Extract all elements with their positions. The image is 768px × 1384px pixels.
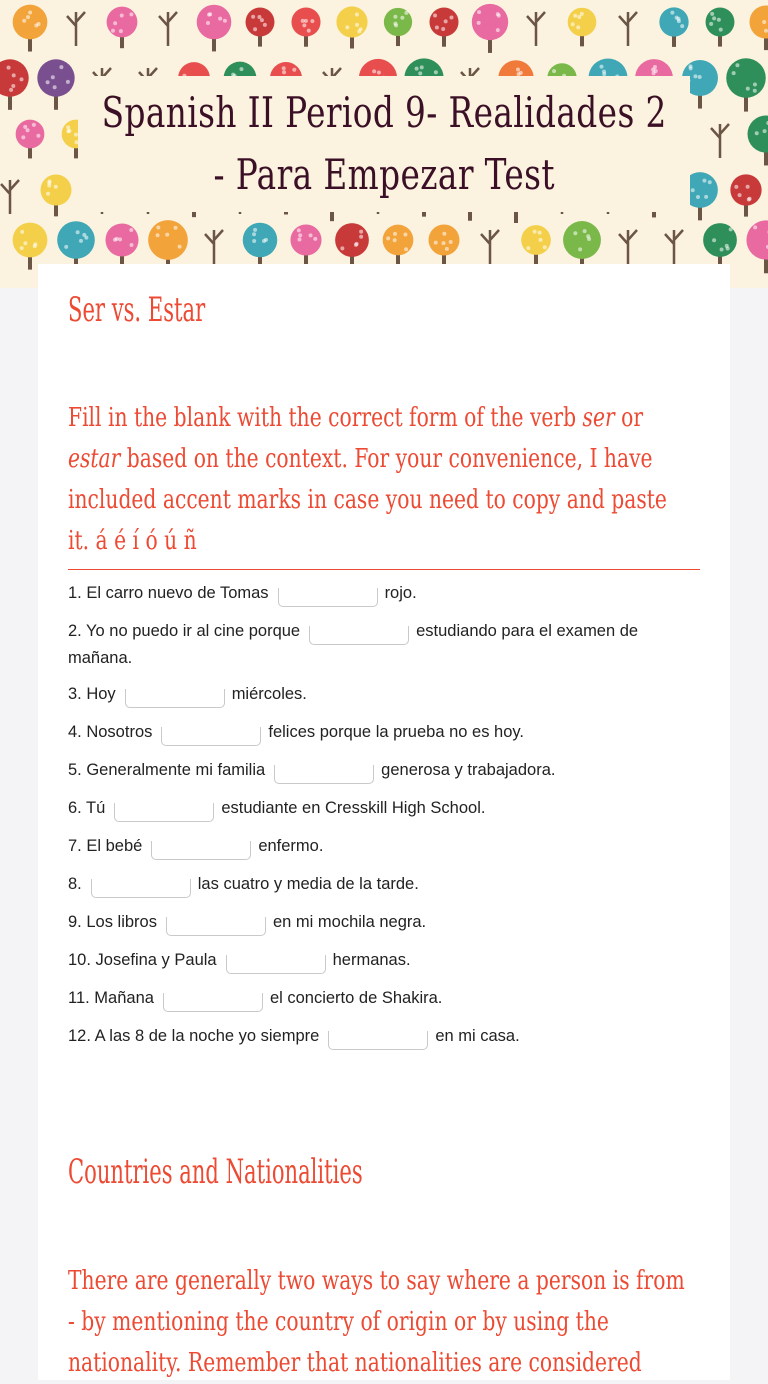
tree-dot xyxy=(533,230,537,234)
tree-dot xyxy=(698,75,702,79)
tree-dot xyxy=(680,24,684,28)
question-text-after: generosa y trabajadora. xyxy=(381,761,555,779)
tree-dot xyxy=(340,246,344,250)
tree-dot xyxy=(257,15,261,19)
tree-dot xyxy=(297,228,301,232)
tree-crown xyxy=(40,174,71,205)
tree-dot xyxy=(111,29,115,33)
tree-dot xyxy=(738,193,742,197)
tree-dot xyxy=(704,195,708,199)
tree-dot xyxy=(689,66,693,70)
section-heading-countries: Countries and Nationalities xyxy=(68,1152,363,1192)
tree-crown xyxy=(37,59,74,96)
tree-dot xyxy=(755,131,759,135)
tree-dot xyxy=(580,12,584,16)
tree-dot xyxy=(129,228,133,232)
tree-dot xyxy=(753,82,757,86)
instruction-line: There are generally two ways to say where a person is from xyxy=(68,1261,561,1302)
instruction-line: included accent marks in case you need to copy and paste xyxy=(68,480,561,521)
question-text: 7. El bebé xyxy=(68,837,142,855)
tree-dot xyxy=(449,16,453,20)
tree-dot xyxy=(262,239,266,243)
tree-dot xyxy=(165,233,169,237)
tree-dot xyxy=(33,242,37,246)
tree-dot xyxy=(355,23,359,27)
section-heading-ser-estar: Ser vs. Estar xyxy=(68,290,205,330)
question-row xyxy=(68,719,708,746)
tree-dot xyxy=(720,248,724,252)
tree-crown xyxy=(429,225,460,256)
question-row xyxy=(68,757,708,784)
question-text-after: hermanas. xyxy=(333,951,411,969)
tree-dot xyxy=(433,13,437,17)
tree-dot xyxy=(654,69,658,73)
tree-dot xyxy=(441,27,445,31)
tree-dot xyxy=(120,14,124,18)
tree-dot xyxy=(359,230,363,234)
tree-dot xyxy=(263,23,267,27)
page-title-line-1: Spanish II Period 9- Realidades 2 xyxy=(101,82,666,144)
question-text-after: miércoles. xyxy=(232,685,307,703)
tree-dot xyxy=(539,238,543,242)
tree-dot xyxy=(702,179,706,183)
answer-blank-input[interactable] xyxy=(151,841,251,860)
tree-dot xyxy=(23,241,27,245)
tree-dot xyxy=(307,29,311,33)
answer-blank-input[interactable] xyxy=(163,993,263,1012)
tree-dot xyxy=(578,247,582,251)
question-text-after: en mi casa. xyxy=(435,1027,519,1045)
tree-dot xyxy=(223,19,227,23)
tree-crown xyxy=(335,223,369,257)
question-row xyxy=(68,985,708,1012)
question-row xyxy=(68,947,708,974)
tree-dot xyxy=(282,66,286,70)
tree-dot xyxy=(735,63,739,67)
tree-dot xyxy=(34,24,38,28)
tree-dot xyxy=(753,89,757,93)
tree-dot xyxy=(113,21,117,25)
tree-dot xyxy=(26,128,30,132)
tree-dot xyxy=(586,234,590,238)
tree-dot xyxy=(345,25,349,29)
tree-dot xyxy=(208,12,212,16)
tree-dot xyxy=(393,232,397,236)
header-banner xyxy=(0,0,768,288)
tree-dot xyxy=(434,70,438,74)
question-text: 9. Los libros xyxy=(68,913,157,931)
tree-dot xyxy=(354,243,358,247)
question-text: 12. A las 8 de la noche yo siempre xyxy=(68,1027,319,1045)
question-text: 10. Josefina y Paula xyxy=(68,951,217,969)
tree-dot xyxy=(404,247,408,251)
bare-tree xyxy=(619,230,637,264)
tree-dot xyxy=(748,197,752,201)
tree-dot xyxy=(36,134,40,138)
tree-dot xyxy=(725,244,729,248)
tree-dot xyxy=(377,71,381,75)
tree-dot xyxy=(206,21,210,25)
instruction-line: Fill in the blank with the correct form of the verb ser or xyxy=(68,398,561,439)
tree-dot xyxy=(675,16,679,20)
tree-dot xyxy=(573,231,577,235)
tree-dot xyxy=(576,25,580,29)
tree-dot xyxy=(393,238,397,242)
tree-dot xyxy=(442,232,446,236)
question-text: 3. Hoy xyxy=(68,685,116,703)
tree-dot xyxy=(282,70,286,74)
tree-dot xyxy=(174,226,178,230)
title-box xyxy=(78,76,690,212)
tree-crown xyxy=(726,58,766,98)
answer-blank-input[interactable] xyxy=(226,955,326,974)
tree-dot xyxy=(22,19,26,23)
question-row xyxy=(68,909,708,936)
tree-dot xyxy=(32,123,36,127)
tree-dot xyxy=(763,129,767,133)
tree-dot xyxy=(26,15,30,19)
tree-dot xyxy=(734,185,738,189)
tree-dot xyxy=(304,19,308,23)
tree-dot xyxy=(298,233,302,237)
tree-dot xyxy=(712,16,716,20)
question-row xyxy=(68,795,708,822)
tree-dot xyxy=(746,185,750,189)
tree-crown xyxy=(706,8,735,37)
tree-dot xyxy=(442,241,446,245)
tree-dot xyxy=(53,85,57,89)
tree-dot xyxy=(599,65,603,69)
tree-dot xyxy=(420,65,424,69)
tree-dot xyxy=(709,22,713,26)
tree-dot xyxy=(292,68,296,72)
tree-dot xyxy=(64,245,68,249)
tree-dot xyxy=(444,19,448,23)
tree-dot xyxy=(23,125,27,129)
tree-dot xyxy=(253,228,257,232)
tree-crown xyxy=(13,223,48,258)
tree-dot xyxy=(253,27,257,31)
tree-dot xyxy=(28,10,32,14)
tree-dot xyxy=(130,243,134,247)
tree-dot xyxy=(9,88,13,92)
tree-dot xyxy=(239,67,243,71)
tree-dot xyxy=(12,73,16,77)
tree-dot xyxy=(129,12,133,16)
question-text-after: estudiando para el examen de xyxy=(416,622,638,640)
question-text: 8. xyxy=(68,875,82,893)
tree-dot xyxy=(11,84,15,88)
tree-dot xyxy=(51,75,55,79)
tree-dot xyxy=(477,21,481,25)
tree-dot xyxy=(372,69,376,73)
tree-dot xyxy=(46,80,50,84)
tree-dot xyxy=(156,233,160,237)
tree-dot xyxy=(449,240,453,244)
tree-dot xyxy=(302,23,306,27)
tree-dot xyxy=(477,10,481,14)
tree-dot xyxy=(552,69,556,73)
tree-dot xyxy=(252,232,256,236)
tree-crown xyxy=(243,223,278,258)
question-text: 11. Mañana xyxy=(68,989,154,1007)
question-text-after: en mi mochila negra. xyxy=(273,913,426,931)
tree-dot xyxy=(47,183,51,187)
bare-tree xyxy=(481,230,499,264)
tree-dot xyxy=(54,185,58,189)
answer-blank-input[interactable] xyxy=(114,803,214,822)
bare-tree xyxy=(711,124,729,158)
bare-tree xyxy=(205,230,223,264)
tree-dot xyxy=(260,18,264,22)
page-title xyxy=(101,82,666,206)
tree-dot xyxy=(732,71,736,75)
tree-crown xyxy=(336,6,367,37)
tree-dot xyxy=(764,29,768,33)
tree-dot xyxy=(67,129,71,133)
question-row xyxy=(68,681,708,708)
tree-dot xyxy=(21,135,25,139)
tree-dot xyxy=(577,15,581,19)
tree-dot xyxy=(218,17,222,21)
tree-dot xyxy=(20,230,24,234)
tree-dot xyxy=(66,125,70,129)
question-text-after: estudiante en Cresskill High School. xyxy=(221,799,485,817)
tree-dot xyxy=(118,237,122,241)
tree-dot xyxy=(84,236,88,240)
tree-dot xyxy=(393,22,397,26)
tree-crown xyxy=(13,5,48,40)
tree-dot xyxy=(496,12,500,16)
answer-blank-input[interactable] xyxy=(278,588,378,607)
tree-dot xyxy=(359,235,363,239)
tree-crown xyxy=(730,174,761,205)
tree-dot xyxy=(313,237,317,241)
question-row xyxy=(68,833,708,860)
question-text: 4. Nosotros xyxy=(68,723,152,741)
tree-dot xyxy=(178,245,182,249)
tree-dot xyxy=(386,236,390,240)
tree-dot xyxy=(746,87,750,91)
tree-dot xyxy=(119,29,123,33)
tree-dot xyxy=(46,192,50,196)
question-row xyxy=(68,580,708,607)
tree-crown xyxy=(563,221,601,259)
question-row xyxy=(68,1023,708,1050)
tree-dot xyxy=(573,14,577,18)
answer-blank-input[interactable] xyxy=(166,917,266,936)
bare-tree xyxy=(1,180,19,214)
tree-dot xyxy=(20,77,24,81)
tree-dot xyxy=(251,15,255,19)
instruction-line: - by mentioning the country of origin or by using the xyxy=(68,1302,561,1343)
question-text: 5. Generalmente mi familia xyxy=(68,761,265,779)
tree-dot xyxy=(47,179,51,183)
tree-dot xyxy=(7,66,11,70)
tree-dot xyxy=(445,247,449,251)
question-text-after: las cuatro y media de la tarde. xyxy=(198,875,419,893)
tree-dot xyxy=(434,241,438,245)
bare-tree xyxy=(665,230,683,264)
tree-dot xyxy=(696,195,700,199)
tree-dot xyxy=(59,65,63,69)
tree-dot xyxy=(496,28,500,32)
answer-blank-input[interactable] xyxy=(161,727,261,746)
tree-dot xyxy=(113,238,117,242)
question-text-after: felices porque la prueba no es hoy. xyxy=(268,723,524,741)
tree-dot xyxy=(753,225,757,229)
section-instructions-ser-estar xyxy=(68,398,700,562)
instruction-line: estar based on the context. For your convenience, I have xyxy=(68,439,561,480)
tree-dot xyxy=(403,232,407,236)
answer-blank-input[interactable] xyxy=(328,1031,428,1050)
section-instructions-countries xyxy=(68,1261,700,1384)
worksheet-card xyxy=(38,264,730,1380)
question-row xyxy=(68,618,708,671)
tree-dot xyxy=(670,11,674,15)
tree-dot xyxy=(66,80,70,84)
answer-blank-input[interactable] xyxy=(91,879,191,898)
answer-blank-input[interactable] xyxy=(309,626,409,645)
tree-crown xyxy=(105,223,138,256)
tree-dot xyxy=(712,238,716,242)
tree-dot xyxy=(76,230,80,234)
tree-dot xyxy=(693,74,697,78)
tree-dot xyxy=(156,225,160,229)
question-row xyxy=(68,871,708,898)
instruction-line: it. á é í ó ú ñ xyxy=(68,521,561,562)
tree-dot xyxy=(538,231,542,235)
tree-dot xyxy=(252,239,256,243)
question-text: 2. Yo no puedo ir al cine porque xyxy=(68,622,300,640)
tree-dot xyxy=(516,68,520,72)
tree-dot xyxy=(583,229,587,233)
tree-dot xyxy=(297,238,301,242)
tree-dot xyxy=(310,19,314,23)
tree-dot xyxy=(393,15,397,19)
tree-crown xyxy=(57,221,95,259)
section-divider xyxy=(68,569,700,570)
tree-dot xyxy=(717,18,721,22)
tree-dot xyxy=(708,180,712,184)
instruction-line: nationality. Remember that nationalities are considered xyxy=(68,1343,561,1384)
page-title-line-2: - Para Empezar Test xyxy=(101,144,666,206)
tree-dot xyxy=(415,67,419,71)
tree-dot xyxy=(404,11,408,15)
tree-crown xyxy=(746,220,768,259)
tree-dot xyxy=(435,26,439,30)
answer-blank-input[interactable] xyxy=(125,689,225,708)
bare-tree xyxy=(619,12,637,46)
question-text-after: enfermo. xyxy=(258,837,323,855)
bare-tree xyxy=(527,12,545,46)
tree-crown xyxy=(148,220,188,260)
tree-dot xyxy=(710,12,714,16)
tree-dot xyxy=(719,28,723,32)
question-text-continuation: mañana. xyxy=(68,649,132,667)
tree-dot xyxy=(359,27,363,31)
tree-dot xyxy=(79,239,83,243)
tree-dot xyxy=(418,71,422,75)
tree-crown xyxy=(521,225,551,255)
tree-dot xyxy=(526,246,530,250)
question-text: 1. El carro nuevo de Tomas xyxy=(68,584,269,602)
tree-dot xyxy=(309,233,313,237)
tree-dot xyxy=(543,245,547,249)
bare-tree xyxy=(159,12,177,46)
question-text-after: rojo. xyxy=(385,584,417,602)
tree-dot xyxy=(20,246,24,250)
tree-crown xyxy=(16,120,45,149)
tree-dot xyxy=(691,188,695,192)
bare-tree xyxy=(67,12,85,46)
tree-dot xyxy=(400,16,404,20)
tree-dot xyxy=(762,20,766,24)
tree-crown xyxy=(0,59,29,96)
tree-dot xyxy=(355,13,359,17)
question-text: 6. Tú xyxy=(68,799,105,817)
tree-dot xyxy=(571,22,575,26)
answer-blank-input[interactable] xyxy=(274,765,374,784)
tree-crown xyxy=(246,8,275,37)
tree-dot xyxy=(729,227,733,231)
question-text-after: el concierto de Shakira. xyxy=(270,989,442,1007)
